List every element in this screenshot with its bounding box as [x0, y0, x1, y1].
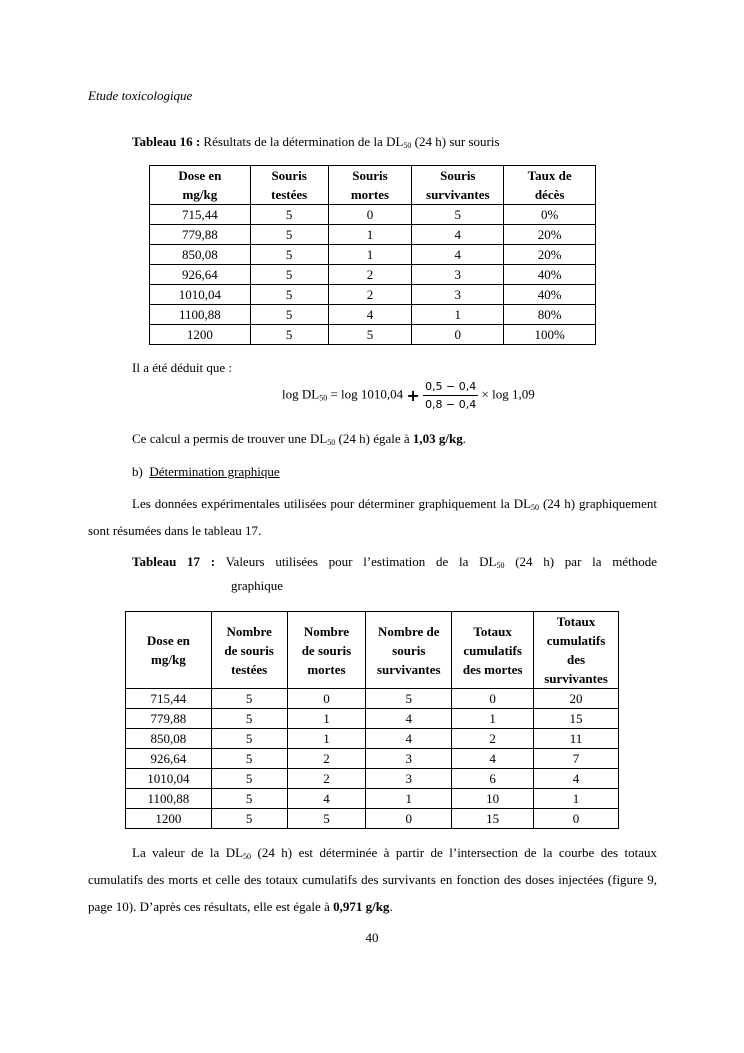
table16-caption-sub: 50 — [403, 141, 412, 150]
table-row — [126, 789, 619, 809]
table-cell: 100% — [504, 325, 596, 345]
table-cell: 6 — [452, 769, 534, 789]
table-cell: 5 — [211, 729, 287, 749]
formula-right: × log 1,09 — [478, 386, 535, 402]
formula-middle: = log 1010,04 — [327, 386, 407, 402]
table-cell: 20 — [534, 689, 619, 709]
table-cell: 5 — [211, 689, 287, 709]
calc-value: 1,03 g/kg — [412, 431, 463, 446]
table-cell: 4 — [534, 769, 619, 789]
table-cell: 2 — [328, 265, 412, 285]
table17-caption-line2: graphique — [231, 578, 283, 593]
formula-numerator: 0,5 − 0,4 — [423, 380, 478, 396]
formula-fraction — [423, 380, 478, 411]
table-row — [150, 285, 596, 305]
table16-header-tested: Souris testées — [250, 166, 328, 205]
table-cell: 1200 — [126, 809, 212, 829]
table16-header-dead: Souris mortes — [328, 166, 412, 205]
table16-caption — [132, 132, 500, 152]
paragraph-2: La valeur de la $DL_{50}$ (24 h) est déterminée à partir de l’intersection de la courbe des totaux cumulatifs des morts et celle des totaux cumulatifs des survivants en fonction des doses injectées (figure 9, page 10). D’après ces résultats, elle est égale à 0,971 g/kg. — [88, 845, 657, 914]
table-row — [126, 749, 619, 769]
page-number: 40 — [365, 930, 379, 945]
section-b-title: Détermination graphique — [149, 464, 280, 479]
formula — [282, 380, 535, 411]
table17-header-dead: Nombre de souris mortes — [287, 612, 366, 689]
table-row — [150, 325, 596, 345]
table-row — [126, 769, 619, 789]
table-cell: 926,64 — [126, 749, 212, 769]
table-cell: 5 — [250, 305, 328, 325]
table-cell: 3 — [412, 285, 504, 305]
table-row — [150, 305, 596, 325]
table-cell: 20% — [504, 245, 596, 265]
table-cell: 1010,04 — [126, 769, 212, 789]
formula-sub: 50 — [319, 393, 328, 403]
table-cell: 3 — [412, 265, 504, 285]
table17-caption: Tableau 17 : Valeurs utilisées pour l’estimation de la $DL_{50}$ (24 h) par la méthode — [132, 554, 657, 570]
table17 — [125, 611, 619, 829]
table-cell: 5 — [211, 769, 287, 789]
deduced-text: Il a été déduit que : — [132, 360, 232, 375]
table-cell: 4 — [452, 749, 534, 769]
table-cell: 2 — [287, 749, 366, 769]
table16-label: Tableau 16 : — [132, 134, 201, 149]
table-row — [126, 689, 619, 709]
table17-header-survivors: Nombre de souris survivantes — [366, 612, 452, 689]
table-cell: 1 — [452, 709, 534, 729]
table-cell: 5 — [211, 749, 287, 769]
table-cell: 3 — [366, 769, 452, 789]
table-row — [150, 225, 596, 245]
table-cell: 40% — [504, 285, 596, 305]
table-cell: 715,44 — [150, 205, 251, 225]
table-cell: 5 — [211, 809, 287, 829]
table-row — [150, 265, 596, 285]
table-cell: 4 — [366, 709, 452, 729]
table-cell: 779,88 — [126, 709, 212, 729]
formula-plus: + — [406, 386, 420, 405]
table17-header-cumulative-dead: Totaux cumulatifs des mortes — [452, 612, 534, 689]
table16-header-survivors: Souris survivantes — [412, 166, 504, 205]
formula-denominator: 0,8 − 0,4 — [425, 398, 477, 411]
table17-header-row — [126, 612, 619, 689]
table-cell: 15 — [452, 809, 534, 829]
table-cell: 4 — [287, 789, 366, 809]
table16-caption-text-end: (24 h) sur souris — [411, 134, 500, 149]
table16-header-row — [150, 166, 596, 205]
running-header: Etude toxicologique — [88, 88, 193, 103]
table-cell: 1 — [328, 225, 412, 245]
table-cell: 5 — [287, 809, 366, 829]
table-cell: 5 — [250, 265, 328, 285]
table-cell: 0 — [287, 689, 366, 709]
table17-header-tested: Nombre de souris testées — [211, 612, 287, 689]
table-cell: 80% — [504, 305, 596, 325]
table-cell: 1100,88 — [150, 305, 251, 325]
table-cell: 40% — [504, 265, 596, 285]
calc-text: Ce calcul a permis de trouver une $DL_{50}$ (24 h) égale à 1,03 g/kg. — [132, 431, 466, 447]
table16-header-death-rate: Taux de décès — [504, 166, 596, 205]
table-cell: 5 — [412, 205, 504, 225]
table17-header-cumulative-survivors: Totaux cumulatifs des survivantes — [534, 612, 619, 689]
section-b-prefix: b) — [132, 464, 143, 479]
table-cell: 1 — [287, 729, 366, 749]
table-cell: 0 — [534, 809, 619, 829]
table-cell: 4 — [366, 729, 452, 749]
table-cell: 10 — [452, 789, 534, 809]
table-cell: 1 — [534, 789, 619, 809]
table-cell: 1 — [287, 709, 366, 729]
table-cell: 3 — [366, 749, 452, 769]
section-b-heading — [132, 458, 280, 485]
table-cell: 1 — [366, 789, 452, 809]
table-cell: 5 — [211, 789, 287, 809]
table-cell: 715,44 — [126, 689, 212, 709]
table-cell: 5 — [250, 285, 328, 305]
table-cell: 5 — [211, 709, 287, 729]
table-row — [150, 245, 596, 265]
table16-header-dose: Dose en mg/kg — [150, 166, 251, 205]
table-row — [126, 729, 619, 749]
table-cell: 4 — [412, 245, 504, 265]
table-cell: 1100,88 — [126, 789, 212, 809]
table-cell: 20% — [504, 225, 596, 245]
table-cell: 779,88 — [150, 225, 251, 245]
table-cell: 4 — [328, 305, 412, 325]
table-cell: 850,08 — [150, 245, 251, 265]
table-cell: 5 — [250, 225, 328, 245]
formula-left: log DL — [282, 386, 320, 402]
ld50-value: 0,971 g/kg — [333, 899, 390, 914]
table-cell: 0 — [412, 325, 504, 345]
table-cell: 7 — [534, 749, 619, 769]
table-cell: 1010,04 — [150, 285, 251, 305]
table-cell: 5 — [250, 245, 328, 265]
table-cell: 2 — [452, 729, 534, 749]
table-cell: 926,64 — [150, 265, 251, 285]
table-cell: 1 — [328, 245, 412, 265]
table-cell: 5 — [250, 205, 328, 225]
table17-header-dose: Dose en mg/kg — [126, 612, 212, 689]
table16 — [149, 165, 596, 345]
table-cell: 850,08 — [126, 729, 212, 749]
table17-label: Tableau 17 : — [132, 554, 216, 569]
table-row — [150, 205, 596, 225]
table-cell: 0 — [366, 809, 452, 829]
table-cell: 2 — [328, 285, 412, 305]
table-cell: 11 — [534, 729, 619, 749]
table-cell: 1200 — [150, 325, 251, 345]
table-cell: 2 — [287, 769, 366, 789]
table-cell: 5 — [250, 325, 328, 345]
table-cell: 0 — [452, 689, 534, 709]
table-cell: 5 — [366, 689, 452, 709]
table-row — [126, 709, 619, 729]
table-cell: 15 — [534, 709, 619, 729]
table-cell: 0 — [328, 205, 412, 225]
table-cell: 5 — [328, 325, 412, 345]
table16-caption-text: Résultats de la détermination de la DL — [200, 134, 404, 149]
table-cell: 4 — [412, 225, 504, 245]
table-cell: 0% — [504, 205, 596, 225]
table-cell: 1 — [412, 305, 504, 325]
paragraph-1: Les données expérimentales utilisées pour déterminer graphiquement la $DL_{50}$ (24 h) graphiquement sont résumées dans le tableau 17. — [88, 496, 657, 538]
table-row — [126, 809, 619, 829]
